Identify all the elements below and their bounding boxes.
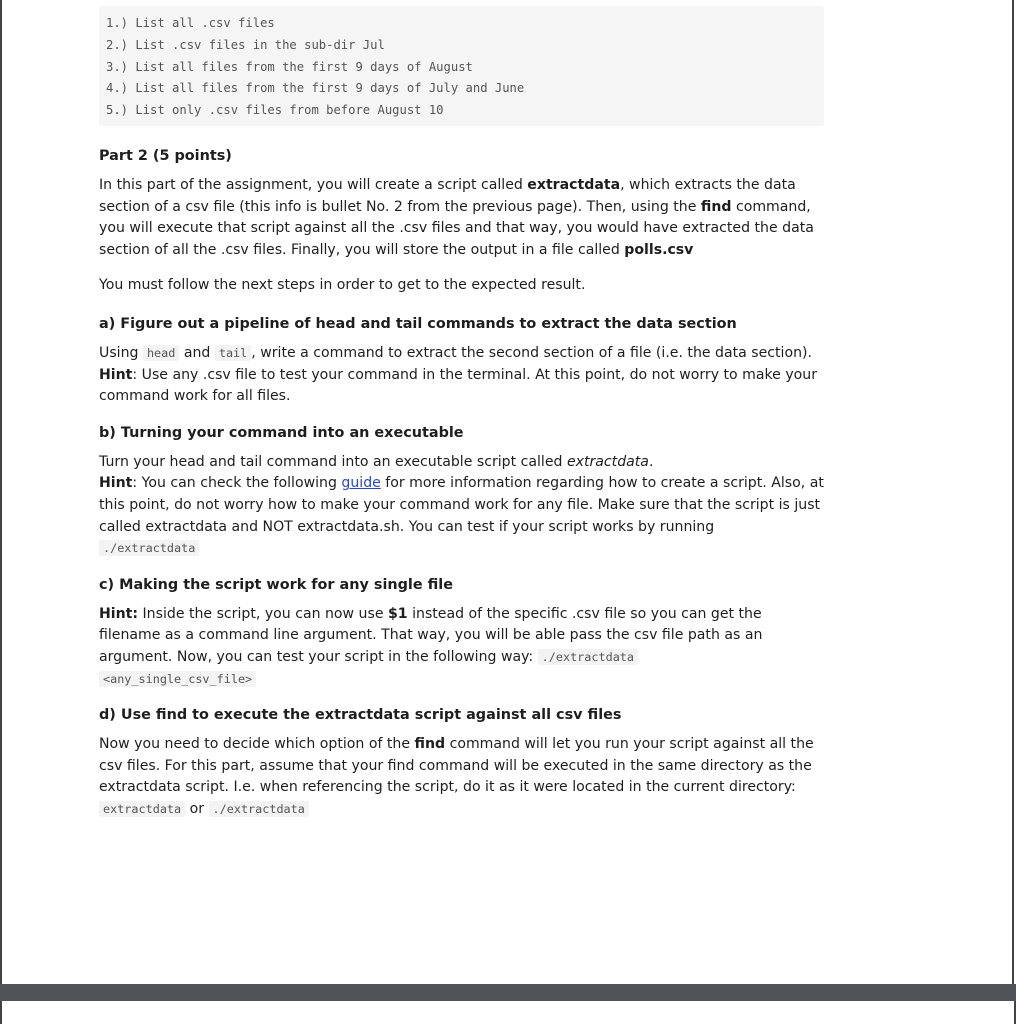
inline-code: extractdata <box>99 801 185 817</box>
section-c-hint <box>99 604 824 690</box>
code-line: 1.) List all .csv files <box>106 16 275 30</box>
code-block <box>99 6 824 126</box>
section-c <box>99 572 824 690</box>
text: for more information regarding how to create a script. Also, at this point, do not worry how to make your command work for any file. Make sure that the script is just called extractdata and NOT extractdata.sh. You can test if your script works by running <box>99 475 824 535</box>
bold-text: extractdata <box>527 177 621 193</box>
section-d <box>99 702 824 820</box>
inline-code: <any_single_csv_file> <box>99 671 256 687</box>
section-a-hint <box>99 365 824 408</box>
text: Turn your head and tail command into an executable script called <box>99 453 567 470</box>
text: , write a command to extract the second section of a file (i.e. the data section). <box>251 344 813 361</box>
section-a <box>99 311 824 408</box>
bold-text: find <box>700 198 732 215</box>
section-c-title: c) Making the script work for any single file <box>99 576 453 593</box>
text: : Use any .csv file to test your command in the terminal. At this point, do not worry to make your command work for all files. <box>99 366 818 405</box>
hint-label: Hint <box>99 366 133 383</box>
section-b-title: b) Turning your command into an executable <box>99 424 464 441</box>
part2-follow: You must follow the next steps in order to get to the expected result. <box>99 277 586 294</box>
inline-code: ./extractdata <box>99 540 199 556</box>
guide-link[interactable]: guide <box>341 475 381 492</box>
text: : You can check the following <box>132 475 342 492</box>
section-b <box>99 420 824 560</box>
part2-intro <box>99 175 824 261</box>
bold-text: find <box>414 736 446 753</box>
code-line: 4.) List all files from the first 9 days of July and June <box>106 81 525 96</box>
section-d-title: d) Use find to execute the extractdata script against all csv files <box>99 707 622 724</box>
inline-code: ./extractdata <box>538 649 638 665</box>
section-b-hint <box>99 473 824 559</box>
inline-code: head <box>143 345 179 361</box>
text: command will let you run your script against all the csv files. For this part, assume that your find command will be executed in the same directory as the extractdata script. I.e. when referencing the script, do it as it were located in the current directory: <box>99 736 814 796</box>
hint-label: Hint: <box>99 605 139 622</box>
text: Now you need to decide which option of the <box>99 736 415 753</box>
text: instead of the specific .csv file so you can get the filename as a command line argument. That way, you will be able pass the csv file path as an argument. Now, you can test your script in the following way: <box>99 605 763 665</box>
next-page-edge <box>0 1001 1016 1024</box>
page-separator-bar <box>0 984 1016 1001</box>
inline-code: ./extractdata <box>209 801 309 817</box>
text: Using <box>99 344 143 361</box>
bold-text: polls.csv <box>624 241 694 258</box>
italic-text: extractdata <box>566 453 649 470</box>
code-line: 3.) List all files from the first 9 days of August <box>106 59 473 74</box>
section-a-body <box>99 343 824 365</box>
text: , which extracts the data section of a csv file (this info is bullet No. 2 from the previous page). Then, using the <box>99 177 796 215</box>
inline-code: tail <box>215 345 251 361</box>
hint-label: Hint <box>99 475 133 492</box>
section-b-body <box>99 452 824 474</box>
text: or <box>185 800 209 817</box>
text: In this part of the assignment, you will create a script called <box>99 177 528 193</box>
code-line: 2.) List .csv files in the sub-dir Jul <box>106 37 385 52</box>
part2-title: Part 2 (5 points) <box>99 148 232 164</box>
bold-text: $1 <box>387 605 408 622</box>
content <box>99 143 824 820</box>
code-line: 5.) List only .csv files from before August 10 <box>106 103 444 118</box>
text: and <box>179 344 215 361</box>
section-a-title: a) Figure out a pipeline of head and tail commands to extract the data section <box>99 315 737 332</box>
section-d-body <box>99 734 824 820</box>
text: Inside the script, you can now use <box>138 605 388 622</box>
text: command, you will execute that script against all the .csv files and that way, you would have extracted the data section of all the .csv files. Finally, you will store the output in a file called <box>99 198 814 258</box>
text: . <box>648 453 654 470</box>
